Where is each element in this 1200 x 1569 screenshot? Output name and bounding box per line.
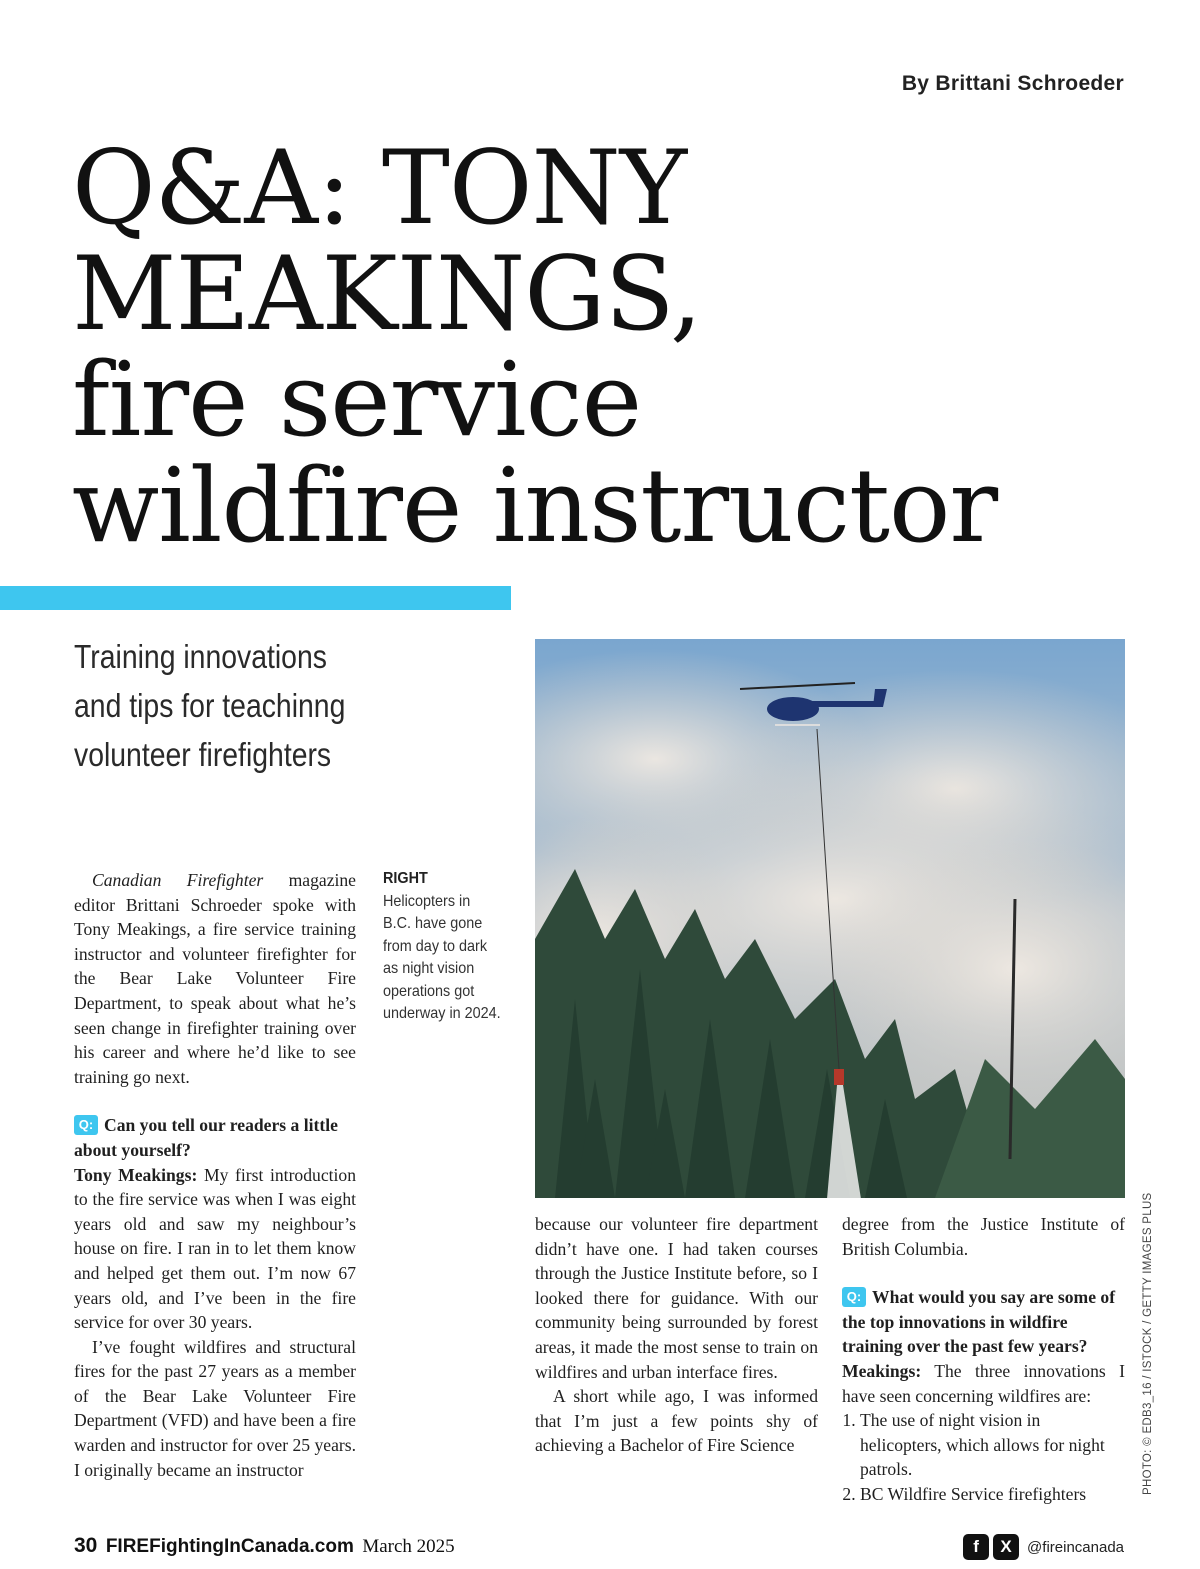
x-twitter-icon[interactable]: X (993, 1534, 1019, 1560)
list-item: 1. The use of night vision in helicopters, which allows for night patrols. (860, 1408, 1125, 1482)
col2-paragraph-2: A short while ago, I was informed that I’m just a few points shy of achieving a Bachelor of Fire Science (535, 1386, 818, 1456)
photo-caption (383, 868, 502, 1026)
social-handle[interactable]: @fireincanada (1027, 1538, 1124, 1556)
deck: Training innovations and tips for teachinng volunteer firefighters (74, 638, 346, 773)
speaker-name-2: Meakings: (842, 1360, 922, 1381)
column-2 (535, 1212, 818, 1458)
question-1 (74, 1113, 356, 1162)
headline-line-3: fire service (72, 341, 642, 460)
photo-credit-text: PHOTO: © EDB3_16 / ISTOCK / GETTY IMAGES PLUS (1142, 1192, 1154, 1495)
question-1-text: Can you tell our readers a little about yourself? (74, 1115, 338, 1160)
headline-line-1: Q&A: TONY (72, 129, 687, 248)
photo-credit (1142, 1185, 1158, 1495)
list-item: 2. BC Wildfire Service firefighters (860, 1482, 1125, 1507)
accent-rule (0, 586, 511, 610)
site-link[interactable]: FIREFightingInCanada.com (105, 1536, 354, 1557)
caption-text: Helicopters in B.C. have gone from day to dark as night vision operations got underway in 2024. (383, 892, 501, 1022)
col3-paragraph-1: degree from the Justice Institute of British Columbia. (842, 1214, 1125, 1259)
innovations-list (842, 1408, 1125, 1506)
caption-head: RIGHT (383, 870, 428, 887)
issue-date: March 2025 (362, 1536, 455, 1557)
headline-line-4: wildfire instructor (72, 447, 998, 566)
social-links (963, 1534, 1124, 1560)
wildfire-helicopter-photo (535, 639, 1125, 1198)
answer-1-text: My first introduction to the fire service was when I was eight years old and saw my neighbour’s house on fire. I ran in to let them know and helped get them out. I’m now 67 years old, and I’ve been in the fire service for over 30 years. (74, 1164, 356, 1333)
facebook-icon[interactable]: f (963, 1534, 989, 1560)
answer-2-text: The three innovations I have seen concerning wildfires are: (842, 1360, 1125, 1406)
byline: By Brittani Schroeder (901, 72, 1124, 95)
page-number: 30 (74, 1534, 98, 1557)
magazine-name: Canadian Firefighter (92, 870, 264, 890)
answer-1-paragraph-2: I’ve fought wildfires and structural fires for the past 27 years as a member of the Bear Lake Volunteer Fire Department (VFD) and have been a fire warden and instructor for over 25 years. I originally became an instructor (74, 1336, 356, 1480)
column-1 (74, 868, 356, 1482)
intro-text: magazine editor Brittani Schroeder spoke with Tony Meakings, a fire service training instructor and volunteer firefighter for the Bear Lake Volunteer Fire Department, to speak about what he’s seen change in firefighter training over his career and where he’d like to see training go next. (74, 870, 356, 1087)
intro-paragraph (74, 868, 356, 1089)
q-badge-icon: Q: (74, 1115, 98, 1135)
question-2 (842, 1285, 1125, 1359)
speaker-name: Tony Meakings: (74, 1164, 198, 1185)
footer (74, 1534, 455, 1558)
answer-1-paragraph (74, 1163, 356, 1335)
question-2-text: What would you say are some of the top innovations in wildfire training over the past few years? (842, 1287, 1116, 1357)
headline (72, 129, 1152, 566)
q-badge-icon-2: Q: (842, 1287, 866, 1307)
column-3 (842, 1212, 1125, 1507)
wildfire-scene-illustration (535, 639, 1125, 1198)
headline-line-2: MEAKINGS, (72, 235, 702, 354)
answer-2-paragraph (842, 1359, 1125, 1408)
col2-paragraph-1: because our volunteer fire department didn’t have one. I had taken courses through the Justice Institute before, so I looked there for guidance. With our community being surrounded by forest areas, it made the most sense to train on wildfires and urban interface fires. (535, 1214, 818, 1382)
